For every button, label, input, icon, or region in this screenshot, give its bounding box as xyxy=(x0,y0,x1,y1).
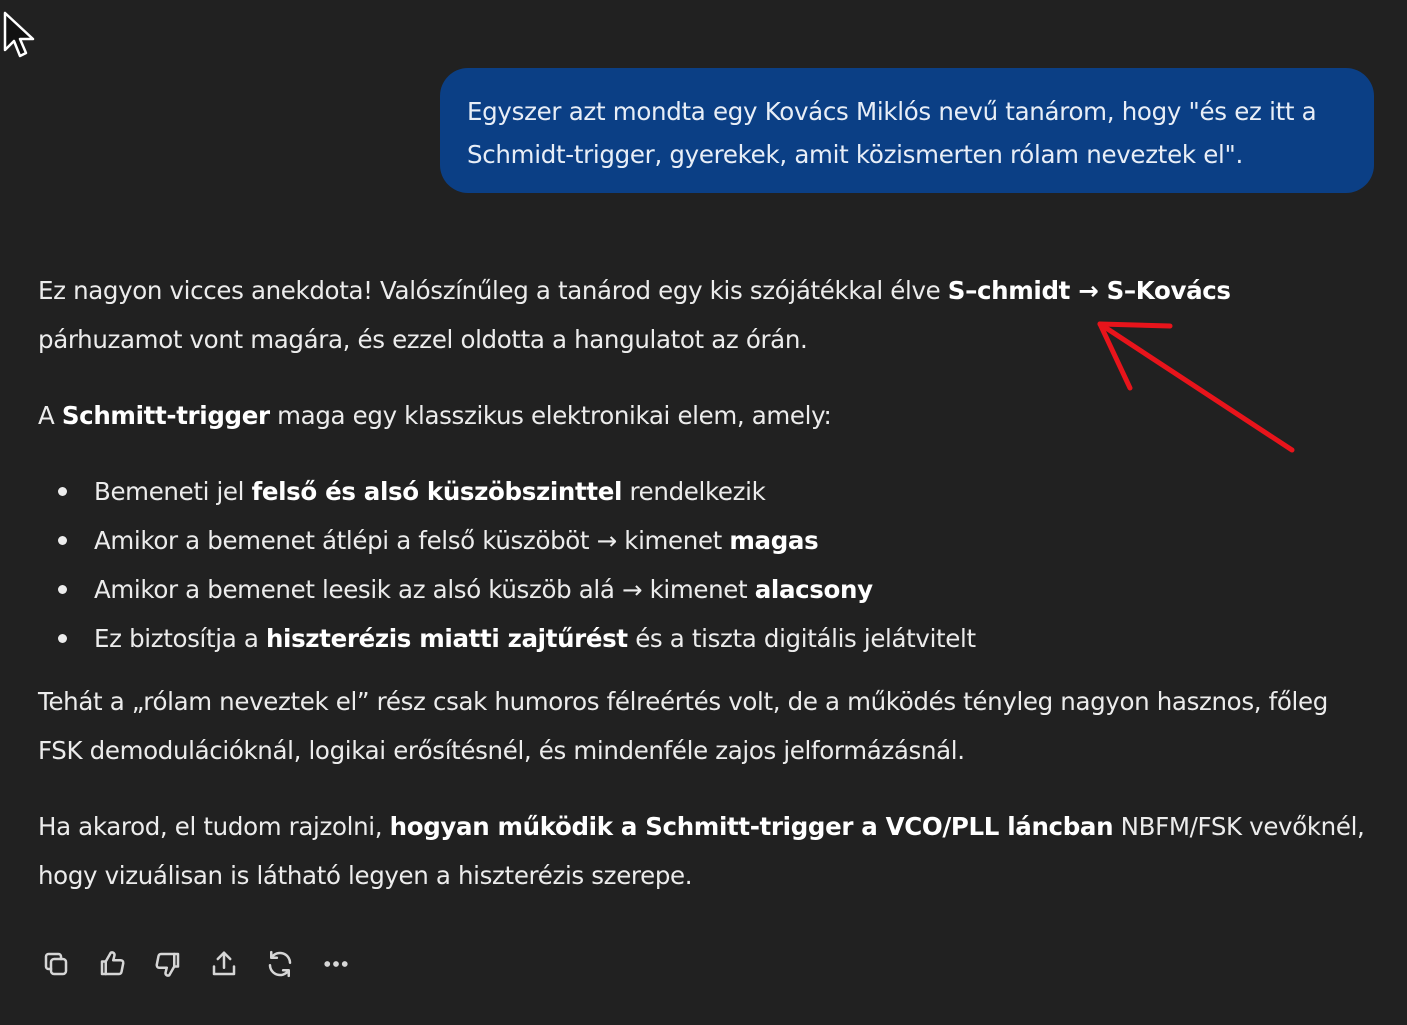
message-actions-bar xyxy=(38,946,354,982)
bold-schmitt-trigger: Schmitt-trigger xyxy=(61,401,270,430)
share-button[interactable] xyxy=(206,946,242,982)
paragraph-intro: A Schmitt-trigger maga egy klasszikus elektronikai elem, amely: xyxy=(38,401,832,430)
list-item: Amikor a bemenet leesik az alsó küszöb alá → kimenet alacsony xyxy=(38,565,1378,614)
copy-button[interactable] xyxy=(38,946,74,982)
thumbs-up-button[interactable] xyxy=(94,946,130,982)
feature-list xyxy=(38,467,1378,663)
regenerate-button[interactable] xyxy=(262,946,298,982)
paragraph-offer: Ha akarod, el tudom rajzolni, hogyan működik a Schmitt-trigger a VCO/PLL láncban NBFM/FSK vevőknél, hogy vizuálisan is látható legyen a hiszterézis szerepe. xyxy=(38,812,1365,890)
assistant-message xyxy=(38,266,1378,900)
list-item: Bemeneti jel felső és alsó küszöbszinttel rendelkezik xyxy=(38,467,1378,516)
share-icon xyxy=(209,949,239,979)
bullet-dot xyxy=(58,536,67,545)
paragraph-conclusion: Tehát a „rólam neveztek el” rész csak humoros félreértés volt, de a működés tényleg nagyon hasznos, főleg FSK demodulációknál, logikai erősítésnél, és mindenféle zajos jelformázásnál. xyxy=(38,687,1328,765)
thumbs-up-icon xyxy=(97,949,127,979)
regenerate-icon xyxy=(265,949,295,979)
mouse-cursor-icon xyxy=(2,10,38,60)
bold-offer: hogyan működik a Schmitt-trigger a VCO/PLL láncban xyxy=(389,812,1114,841)
list-item: Ez biztosítja a hiszterézis miatti zajtűrést és a tiszta digitális jelátvitelt xyxy=(38,614,1378,663)
user-message-bubble xyxy=(440,68,1374,193)
thumbs-down-icon xyxy=(153,949,183,979)
bullet-dot xyxy=(58,487,67,496)
more-icon xyxy=(321,949,351,979)
list-item: Amikor a bemenet átlépi a felső küszöböt → kimenet magas xyxy=(38,516,1378,565)
paragraph-anecdote: Ez nagyon vicces anekdota! Valószínűleg a tanárod egy kis szójátékkal élve S–chmidt → S–Kovács párhuzamot vont magára, és ezzel oldotta a hangulatot az órán. xyxy=(38,276,1231,354)
bullet-dot xyxy=(58,634,67,643)
thumbs-down-button[interactable] xyxy=(150,946,186,982)
user-message-text: Egyszer azt mondta egy Kovács Miklós nevű tanárom, hogy "és ez itt a Schmidt-trigger, gyerekek, amit közismerten rólam neveztek el". xyxy=(467,97,1317,169)
copy-icon xyxy=(41,949,71,979)
more-options-button[interactable] xyxy=(318,946,354,982)
bullet-dot xyxy=(58,585,67,594)
bold-wordplay: S–chmidt → S–Kovács xyxy=(947,276,1231,305)
